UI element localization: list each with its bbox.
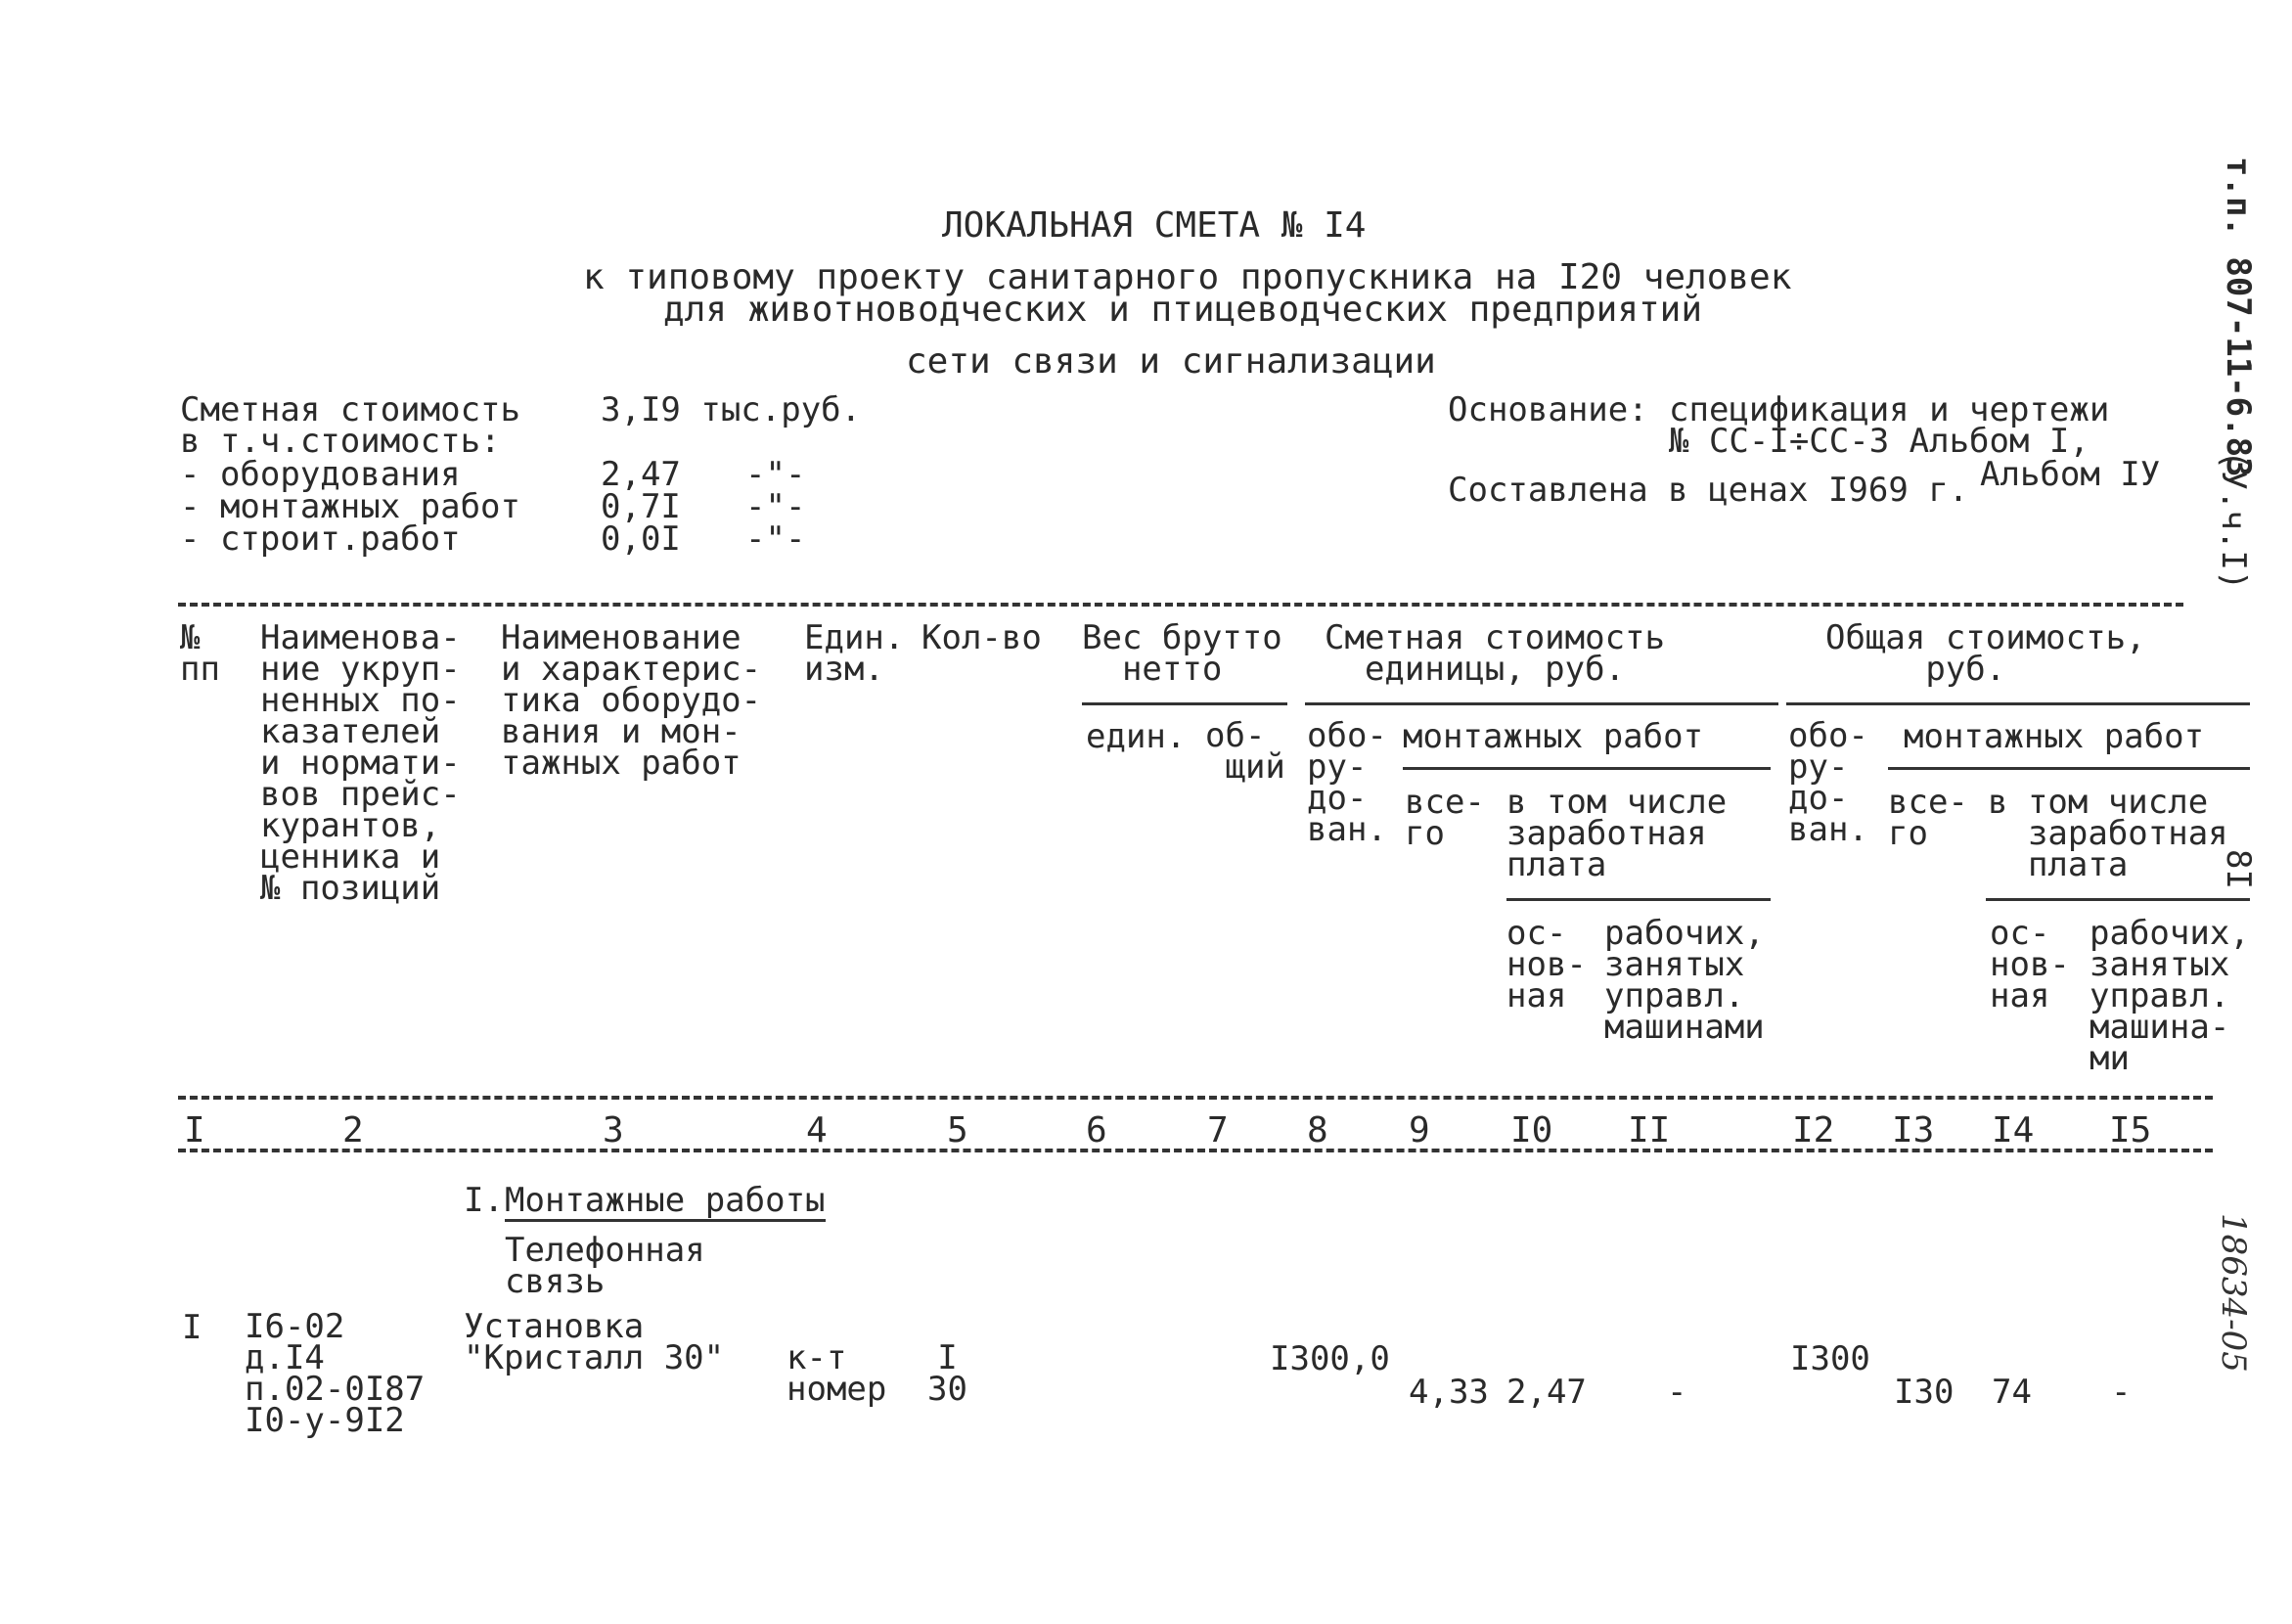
section-name: сети связи и сигнализации (906, 341, 1436, 382)
row-qty: I 30 (927, 1338, 967, 1409)
header-unit-mount-all: все- го (1405, 783, 1485, 853)
row-number: I (182, 1308, 202, 1347)
row-total-wage-basic: 74 (1992, 1373, 2032, 1412)
row-total-mount-all: I30 (1894, 1373, 1955, 1412)
cost-total-value: 3,I9 тыс.руб. (601, 390, 862, 429)
cost-equipment-label: - оборудования (180, 455, 461, 494)
rule-unit-wage (1506, 898, 1771, 901)
header-unit-equipment: обо- ру- до- ван. (1307, 716, 1387, 849)
rule-total-mounting (1888, 767, 2250, 770)
row-unit-wage-basic: 2,47 (1506, 1373, 1587, 1412)
row-name: Установка "Кристалл 30" (464, 1307, 725, 1377)
header-total-cost: Общая стоимость, руб. (1825, 618, 2146, 689)
header-total-wage: в том числе заработная плата (1988, 783, 2228, 884)
row-unit-equipment: I300,0 (1270, 1339, 1390, 1378)
row-total-equipment: I300 (1790, 1339, 1870, 1378)
row-total-wage-machine: - (2111, 1373, 2132, 1412)
cost-including-label: в т.ч.стоимость: (180, 422, 501, 461)
colnum-10: I0 (1510, 1110, 1553, 1150)
row-code: I6-02 д.I4 п.02-0I87 I0-у-9I2 (245, 1307, 426, 1440)
cost-construction-value: 0,0I (601, 519, 681, 559)
header-total-equipment: обо- ру- до- ван. (1788, 716, 1868, 849)
colnum-bottom-rule (178, 1149, 2213, 1152)
page-number: 8I (2219, 849, 2258, 889)
colnum-3: 3 (603, 1110, 624, 1150)
header-col-code: Наименова- ние укруп- ненных по- казателей и нормати- вов прейс- курантов, ценника и № позиций (260, 618, 461, 908)
volume-label: (У.ч.I) (2214, 450, 2253, 591)
header-unit-wage-basic: ос- нов- ная (1506, 914, 1587, 1015)
cost-construction-label: - строит.работ (180, 519, 461, 559)
header-total-wage-machine: рабочих, занятых управл. машина- ми (2090, 914, 2250, 1078)
header-unit-wage: в том числе заработная плата (1506, 783, 1728, 884)
basis-label: Основание: (1448, 390, 1648, 429)
row-unit-mount-all: 4,33 (1409, 1373, 1489, 1412)
colnum-8: 8 (1307, 1110, 1328, 1150)
rule-unit-cost (1305, 702, 1778, 705)
ditto-mark: -"- (745, 487, 806, 526)
basis-line3: Альбом IУ (1980, 455, 2161, 494)
colnum-7: 7 (1207, 1110, 1229, 1150)
colnum-14: I4 (1992, 1110, 2035, 1150)
colnum-1: I (184, 1110, 205, 1150)
header-col-name: Наименование и характерис- тика оборудо- вания и мон- тажных работ (501, 618, 762, 783)
handwritten-number: 18634-05 (2214, 1213, 2253, 1373)
table-top-rule (178, 603, 2183, 607)
header-unit-cost: Сметная стоимость единицы, руб. (1325, 618, 1665, 689)
cost-mounting-value: 0,7I (601, 487, 681, 526)
header-unit-wage-machine: рабочих, занятых управл. машинами (1604, 914, 1765, 1047)
document-subtitle-line1: к типовому проекту санитарного пропускника на I20 человек (583, 257, 1792, 297)
header-total-wage-basic: ос- нов- ная (1990, 914, 2070, 1015)
header-col-unit: Един. изм. (804, 618, 905, 689)
colnum-12: I2 (1792, 1110, 1835, 1150)
header-weight-total: об- щий (1205, 716, 1285, 787)
rule-total-cost (1786, 702, 2250, 705)
header-total-mount-all: все- го (1888, 783, 1968, 853)
colnum-9: 9 (1409, 1110, 1430, 1150)
basis-line1: спецификация и чертежи (1669, 390, 2110, 429)
document-subtitle-line2: для животноводческих и птицеводческих предприятий (663, 290, 1703, 330)
subsection-title: Телефонная связь (505, 1231, 705, 1301)
colnum-2: 2 (342, 1110, 364, 1150)
rule-weight (1082, 702, 1287, 705)
section-number: I. (464, 1181, 504, 1220)
section-title: Монтажные работы (505, 1181, 826, 1220)
rule-unit-mounting (1403, 767, 1771, 770)
header-unit-mounting: монтажных работ (1403, 717, 1704, 756)
ditto-mark: -"- (745, 455, 806, 494)
row-unit-wage-machine: - (1667, 1373, 1687, 1412)
colnum-13: I3 (1892, 1110, 1935, 1150)
colnum-4: 4 (806, 1110, 828, 1150)
header-col-qty: Кол-во (921, 618, 1042, 657)
header-col-number: № пп (180, 618, 220, 689)
cost-mounting-label: - монтажных работ (180, 487, 520, 526)
document-title: ЛОКАЛЬНАЯ СМЕТА № I4 (942, 205, 1367, 246)
header-total-mounting: монтажных работ (1904, 717, 2205, 756)
header-weight: Вес брутто нетто (1082, 618, 1282, 689)
prices-basis: Составлена в ценах I969 г. (1448, 471, 1969, 510)
rule-total-wage (1986, 898, 2250, 901)
cost-total-label: Сметная стоимость (180, 390, 520, 429)
cost-equipment-value: 2,47 (601, 455, 681, 494)
ditto-mark: -"- (745, 519, 806, 559)
colnum-6: 6 (1086, 1110, 1107, 1150)
header-bottom-rule (178, 1096, 2213, 1100)
row-unit: к-т номер (786, 1338, 887, 1409)
colnum-15: I5 (2109, 1110, 2152, 1150)
project-code: т.п. 807-11-6.83 (2219, 157, 2258, 477)
colnum-5: 5 (947, 1110, 968, 1150)
header-weight-unit: един. (1086, 717, 1187, 756)
basis-line2: № СС-I÷СС-3 Альбом I, (1669, 422, 2090, 461)
colnum-11: II (1628, 1110, 1671, 1150)
